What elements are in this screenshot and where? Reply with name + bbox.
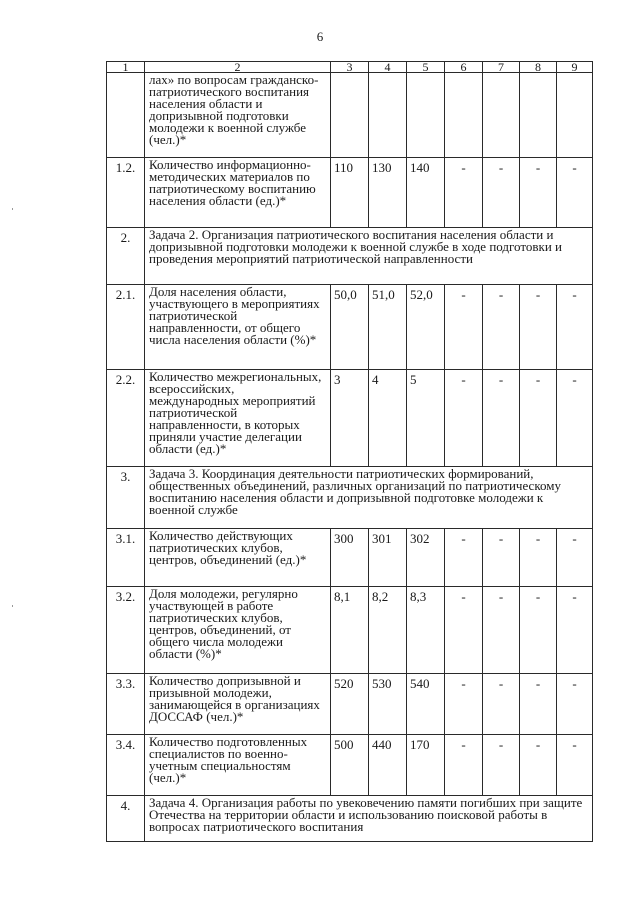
value-cell: 440 xyxy=(369,735,407,796)
row-number: 2.2. xyxy=(107,370,145,467)
value-cell: - xyxy=(445,674,483,735)
value-cell xyxy=(369,73,407,158)
value-cell: - xyxy=(557,735,593,796)
value-cell xyxy=(445,73,483,158)
value-cell: - xyxy=(445,587,483,674)
table-row xyxy=(107,674,593,735)
value-cell: - xyxy=(483,285,520,370)
row-number: 3.2. xyxy=(107,587,145,674)
table-row xyxy=(107,73,593,158)
row-number: 1.2. xyxy=(107,158,145,228)
task-title: Задача 4. Организация работы по увековечению памяти погибших при защите Отечества на территории области и использованию поисковой работы в вопросах патриотического воспитания xyxy=(145,796,593,842)
value-cell: - xyxy=(483,674,520,735)
value-cell xyxy=(407,73,445,158)
indicators-table xyxy=(106,61,593,842)
value-cell: - xyxy=(520,674,557,735)
value-cell: - xyxy=(520,370,557,467)
column-header: 2 xyxy=(145,62,331,73)
column-header: 7 xyxy=(483,62,520,73)
value-cell: 302 xyxy=(407,529,445,587)
value-cell: - xyxy=(445,370,483,467)
value-cell: - xyxy=(483,735,520,796)
table-row xyxy=(107,285,593,370)
value-cell: - xyxy=(520,735,557,796)
value-cell: 301 xyxy=(369,529,407,587)
indicator-name: Количество межрегиональных, всероссийских, международных мероприятий патриотической направленности, в которых приняли участие делегации области (ед.)* xyxy=(145,370,331,467)
table-row xyxy=(107,529,593,587)
table-row xyxy=(107,158,593,228)
value-cell: - xyxy=(557,158,593,228)
task-row xyxy=(107,228,593,285)
indicator-name: Доля молодежи, регулярно участвующей в работе патриотических клубов, центров, объединений, от общего числа молодежи области (%)* xyxy=(145,587,331,674)
page-number: 6 xyxy=(316,29,324,44)
margin-mark xyxy=(12,208,13,210)
task-title: Задача 2. Организация патриотического воспитания населения области и допризывной подготовки молодежи к военной службе в ходе подготовки и проведения мероприятий патриотической направленности xyxy=(145,228,593,285)
value-cell: - xyxy=(483,370,520,467)
value-cell: - xyxy=(520,158,557,228)
row-number: 2.1. xyxy=(107,285,145,370)
value-cell: 110 xyxy=(331,158,369,228)
value-cell: - xyxy=(483,158,520,228)
value-cell: 50,0 xyxy=(331,285,369,370)
row-number: 3.1. xyxy=(107,529,145,587)
indicator-name: Количество допризывной и призывной молодежи, занимающейся в организациях ДОССАФ (чел.)* xyxy=(145,674,331,735)
indicator-name: Количество действующих патриотических клубов, центров, объединений (ед.)* xyxy=(145,529,331,587)
row-number: 3.4. xyxy=(107,735,145,796)
row-number xyxy=(107,73,145,158)
task-row xyxy=(107,796,593,842)
value-cell: 500 xyxy=(331,735,369,796)
value-cell: - xyxy=(557,587,593,674)
value-cell: 520 xyxy=(331,674,369,735)
column-header: 9 xyxy=(557,62,593,73)
row-number: 2. xyxy=(107,228,145,285)
column-header: 3 xyxy=(331,62,369,73)
row-number: 3. xyxy=(107,467,145,529)
value-cell: - xyxy=(520,587,557,674)
value-cell: - xyxy=(483,587,520,674)
table-row xyxy=(107,587,593,674)
table-row xyxy=(107,370,593,467)
value-cell: 3 xyxy=(331,370,369,467)
value-cell: 170 xyxy=(407,735,445,796)
value-cell: 8,2 xyxy=(369,587,407,674)
task-row xyxy=(107,467,593,529)
value-cell: 8,3 xyxy=(407,587,445,674)
value-cell: 140 xyxy=(407,158,445,228)
value-cell: - xyxy=(557,529,593,587)
value-cell: 130 xyxy=(369,158,407,228)
value-cell: 5 xyxy=(407,370,445,467)
column-header: 6 xyxy=(445,62,483,73)
indicator-name: Количество информационно-методических материалов по патриотическому воспитанию населения области (ед.)* xyxy=(145,158,331,228)
value-cell xyxy=(557,73,593,158)
value-cell: 52,0 xyxy=(407,285,445,370)
value-cell: - xyxy=(520,529,557,587)
task-title: Задача 3. Координация деятельности патриотических формирований, общественных объединений, различных организаций по патриотическому воспитанию населения области и допризывной подготовке молодежи к военной службе xyxy=(145,467,593,529)
row-number: 3.3. xyxy=(107,674,145,735)
value-cell: - xyxy=(557,285,593,370)
column-header: 4 xyxy=(369,62,407,73)
value-cell: - xyxy=(445,285,483,370)
value-cell: - xyxy=(445,158,483,228)
table-row xyxy=(107,735,593,796)
value-cell: 300 xyxy=(331,529,369,587)
value-cell: - xyxy=(483,529,520,587)
value-cell: 540 xyxy=(407,674,445,735)
margin-mark xyxy=(12,605,13,607)
value-cell: 51,0 xyxy=(369,285,407,370)
value-cell: - xyxy=(445,529,483,587)
value-cell: - xyxy=(557,370,593,467)
value-cell xyxy=(483,73,520,158)
value-cell: 8,1 xyxy=(331,587,369,674)
column-header: 1 xyxy=(107,62,145,73)
value-cell: 4 xyxy=(369,370,407,467)
indicator-name: лах» по вопросам гражданско-патриотического воспитания населения области и допризывной подготовки молодежи к военной службе (чел.)* xyxy=(145,73,331,158)
header-row xyxy=(107,62,593,73)
value-cell xyxy=(331,73,369,158)
value-cell: - xyxy=(557,674,593,735)
value-cell: - xyxy=(445,735,483,796)
column-header: 8 xyxy=(520,62,557,73)
row-number: 4. xyxy=(107,796,145,842)
indicator-name: Доля населения области, участвующего в мероприятиях патриотической направленности, от общего числа населения области (%)* xyxy=(145,285,331,370)
column-header: 5 xyxy=(407,62,445,73)
value-cell: - xyxy=(520,285,557,370)
indicator-name: Количество подготовленных специалистов по военно-учетным специальностям (чел.)* xyxy=(145,735,331,796)
value-cell xyxy=(520,73,557,158)
value-cell: 530 xyxy=(369,674,407,735)
